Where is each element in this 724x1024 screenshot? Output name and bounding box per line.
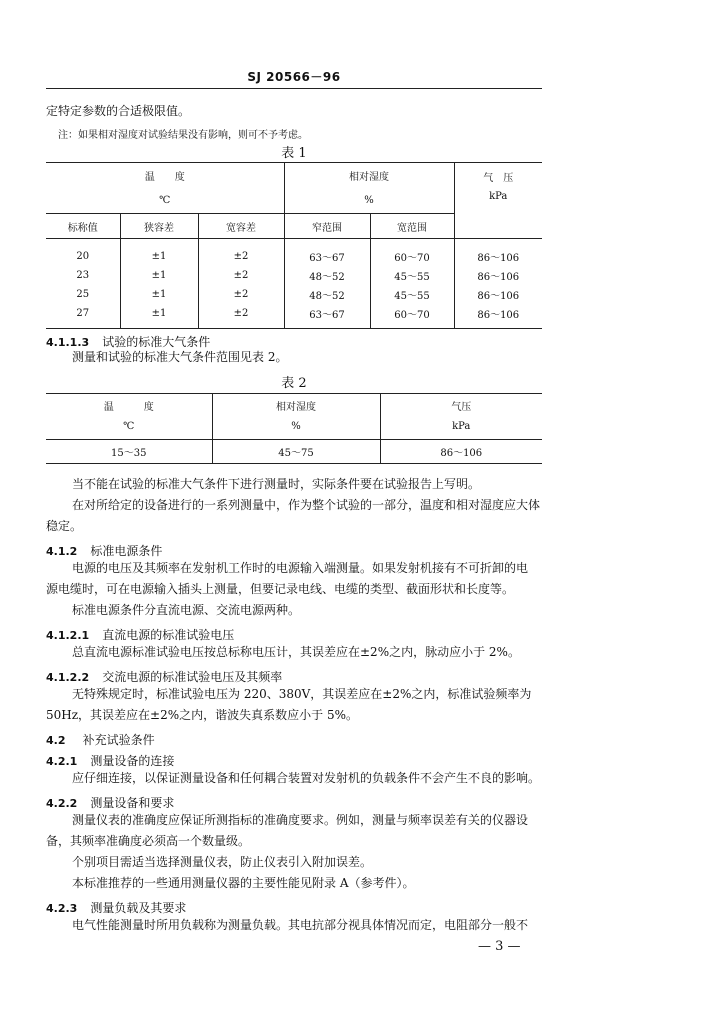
section-4122-heading bbox=[46, 666, 282, 685]
section-title: 标准电源条件 bbox=[90, 544, 163, 558]
section-title: 测量设备和要求 bbox=[90, 796, 175, 810]
table-cell: 86～106 bbox=[477, 252, 520, 264]
table2-press-unit: kPa bbox=[452, 420, 471, 432]
table-cell: ±2 bbox=[198, 266, 284, 285]
table1-temp-unit: ℃ bbox=[46, 188, 284, 214]
section-4121-heading bbox=[46, 624, 234, 643]
table1-caption: 表 1 bbox=[281, 146, 307, 161]
paragraph: 在对所给定的设备进行的一系列测量中，作为整个试验的一部分，温度和相对湿度应大体 bbox=[72, 498, 541, 512]
table-row bbox=[46, 247, 542, 266]
paragraph: 电气性能测量时所用负载称为测量负载。其电抗部分视具体情况而定，电阻部分一般不 bbox=[72, 918, 529, 932]
section-42-heading bbox=[46, 729, 155, 748]
table1-press-header bbox=[454, 163, 542, 214]
section-number: 4.1.2 bbox=[46, 545, 78, 558]
table-cell: 86～106 bbox=[477, 309, 520, 321]
table-cell: ±2 bbox=[198, 304, 284, 323]
table-cell: 48～52 bbox=[284, 285, 370, 304]
paragraph: 本标准推荐的一些通用测量仪器的主要性能见附录 A（参考件）。 bbox=[72, 876, 415, 890]
table1-subheader: 宽容差 bbox=[198, 214, 284, 239]
paragraph: 测量和试验的标准大气条件范围见表 2。 bbox=[72, 350, 288, 364]
section-423-heading bbox=[46, 897, 186, 916]
table-cell: 25 bbox=[46, 285, 120, 304]
section-number: 4.2.3 bbox=[46, 902, 78, 915]
section-number: 4.2.1 bbox=[46, 755, 78, 768]
table2-humid-header bbox=[212, 394, 380, 440]
table-cell: 60～70 bbox=[370, 247, 454, 266]
table-cell: 45～55 bbox=[370, 285, 454, 304]
table1-press-unit: kPa bbox=[489, 191, 508, 203]
table1-subheader: 标称值 bbox=[46, 214, 120, 239]
section-number: 4.1.1.3 bbox=[46, 336, 90, 349]
table1-subheader: 窄范围 bbox=[284, 214, 370, 239]
paragraph: 标准电源条件分直流电源、交流电源两种。 bbox=[72, 603, 301, 617]
table-row bbox=[46, 440, 542, 464]
paragraph: 50Hz，其误差应在±2%之内，谐波失真系数应小于 5%。 bbox=[46, 708, 359, 722]
paragraph: 个别项目需适当选择测量仪表，防止仪表引入附加误差。 bbox=[72, 855, 373, 869]
table-cell: 86～106 bbox=[477, 271, 520, 283]
intro-line: 定特定参数的合适极限值。 bbox=[46, 104, 191, 118]
paragraph: 应仔细连接，以保证测量设备和任何耦合装置对发射机的负载条件不会产生不良的影响。 bbox=[72, 771, 541, 785]
table-cell: 86～106 bbox=[380, 440, 542, 464]
paragraph: 电源的电压及其频率在发射机工作时的电源输入端测量。如果发射机接有不可折卸的电 bbox=[72, 561, 529, 575]
table-cell: 23 bbox=[46, 266, 120, 285]
table2-caption: 表 2 bbox=[281, 376, 307, 391]
table-cell: 27 bbox=[46, 304, 120, 323]
paragraph: 稳定。 bbox=[46, 519, 83, 533]
table-cell: 48～52 bbox=[284, 266, 370, 285]
table-cell: 63～67 bbox=[284, 247, 370, 266]
table-cell: 86～106 bbox=[477, 290, 520, 302]
table-cell: ±1 bbox=[120, 285, 198, 304]
page-number: — 3 — bbox=[478, 939, 521, 954]
table2-press-label: 气压 bbox=[451, 401, 472, 413]
paragraph: 测量仪表的准确度应保证所测指标的准确度要求。例如，测量与频率误差有关的仪器设 bbox=[72, 813, 529, 827]
table2-temp-header bbox=[46, 394, 212, 440]
table1-subheader-row bbox=[46, 214, 542, 239]
section-title: 测量设备的连接 bbox=[90, 754, 175, 768]
table-cell: ±1 bbox=[120, 304, 198, 323]
section-title: 补充试验条件 bbox=[82, 733, 155, 747]
section-title: 交流电源的标准试验电压及其频率 bbox=[102, 670, 283, 684]
table-cell: 45～75 bbox=[212, 440, 380, 464]
table-row bbox=[46, 304, 542, 323]
section-number: 4.1.2.2 bbox=[46, 671, 90, 684]
table2-humid-label: 相对湿度 bbox=[276, 401, 316, 413]
table1-press-label: 气 压 bbox=[483, 173, 514, 185]
document-number: SJ 20566－96 bbox=[247, 70, 341, 84]
table1 bbox=[46, 162, 542, 329]
table2-temp-unit: ℃ bbox=[123, 420, 135, 432]
table-cell: 20 bbox=[46, 247, 120, 266]
table1-subheader: 宽范围 bbox=[370, 214, 454, 239]
section-number: 4.2 bbox=[46, 734, 66, 747]
table1-subheader: 狭容差 bbox=[120, 214, 198, 239]
header-rule bbox=[46, 88, 542, 89]
section-422-heading bbox=[46, 792, 174, 811]
section-title: 直流电源的标准试验电压 bbox=[102, 628, 235, 642]
paragraph: 备，其频率准确度必须高一个数量级。 bbox=[46, 834, 251, 848]
paragraph: 当不能在试验的标准大气条件下进行测量时，实际条件要在试验报告上写明。 bbox=[72, 477, 481, 491]
section-title: 测量负载及其要求 bbox=[90, 901, 187, 915]
table-cell: 45～55 bbox=[370, 266, 454, 285]
table-cell: ±1 bbox=[120, 247, 198, 266]
table-cell: ±2 bbox=[198, 247, 284, 266]
table2 bbox=[46, 393, 542, 464]
table-row bbox=[46, 285, 542, 304]
table2-press-header bbox=[380, 394, 542, 440]
table2-temp-label: 温 度 bbox=[103, 401, 154, 413]
table-row bbox=[46, 266, 542, 285]
section-421-heading bbox=[46, 750, 174, 769]
table1-temp-label: 温 度 bbox=[46, 163, 284, 188]
table2-humid-unit: % bbox=[291, 420, 301, 432]
table1-humid-label: 相对湿度 bbox=[284, 163, 454, 188]
table-cell: 60～70 bbox=[370, 304, 454, 323]
table-cell: ±1 bbox=[120, 266, 198, 285]
section-title: 试验的标准大气条件 bbox=[102, 335, 211, 349]
table-cell: ±2 bbox=[198, 285, 284, 304]
paragraph: 总直流电源标准试验电压按总标称电压计，其误差应在±2%之内，脉动应小于 2%。 bbox=[72, 645, 520, 659]
table-cell: 15～35 bbox=[46, 440, 212, 464]
paragraph: 无特殊规定时，标准试验电压为 220、380V，其误差应在±2%之内，标准试验频率为 bbox=[72, 687, 532, 701]
table1-humid-unit: % bbox=[284, 188, 454, 214]
section-number: 4.1.2.1 bbox=[46, 629, 90, 642]
table-cell: 63～67 bbox=[284, 304, 370, 323]
section-412-heading bbox=[46, 540, 162, 559]
paragraph: 源电缆时，可在电源输入插头上测量，但要记录电线、电缆的类型、截面形状和长度等。 bbox=[46, 582, 515, 596]
section-4113-heading bbox=[46, 331, 210, 350]
section-number: 4.2.2 bbox=[46, 797, 78, 810]
intro-note: 注：如果相对湿度对试验结果没有影响，则可不予考虑。 bbox=[58, 130, 308, 141]
